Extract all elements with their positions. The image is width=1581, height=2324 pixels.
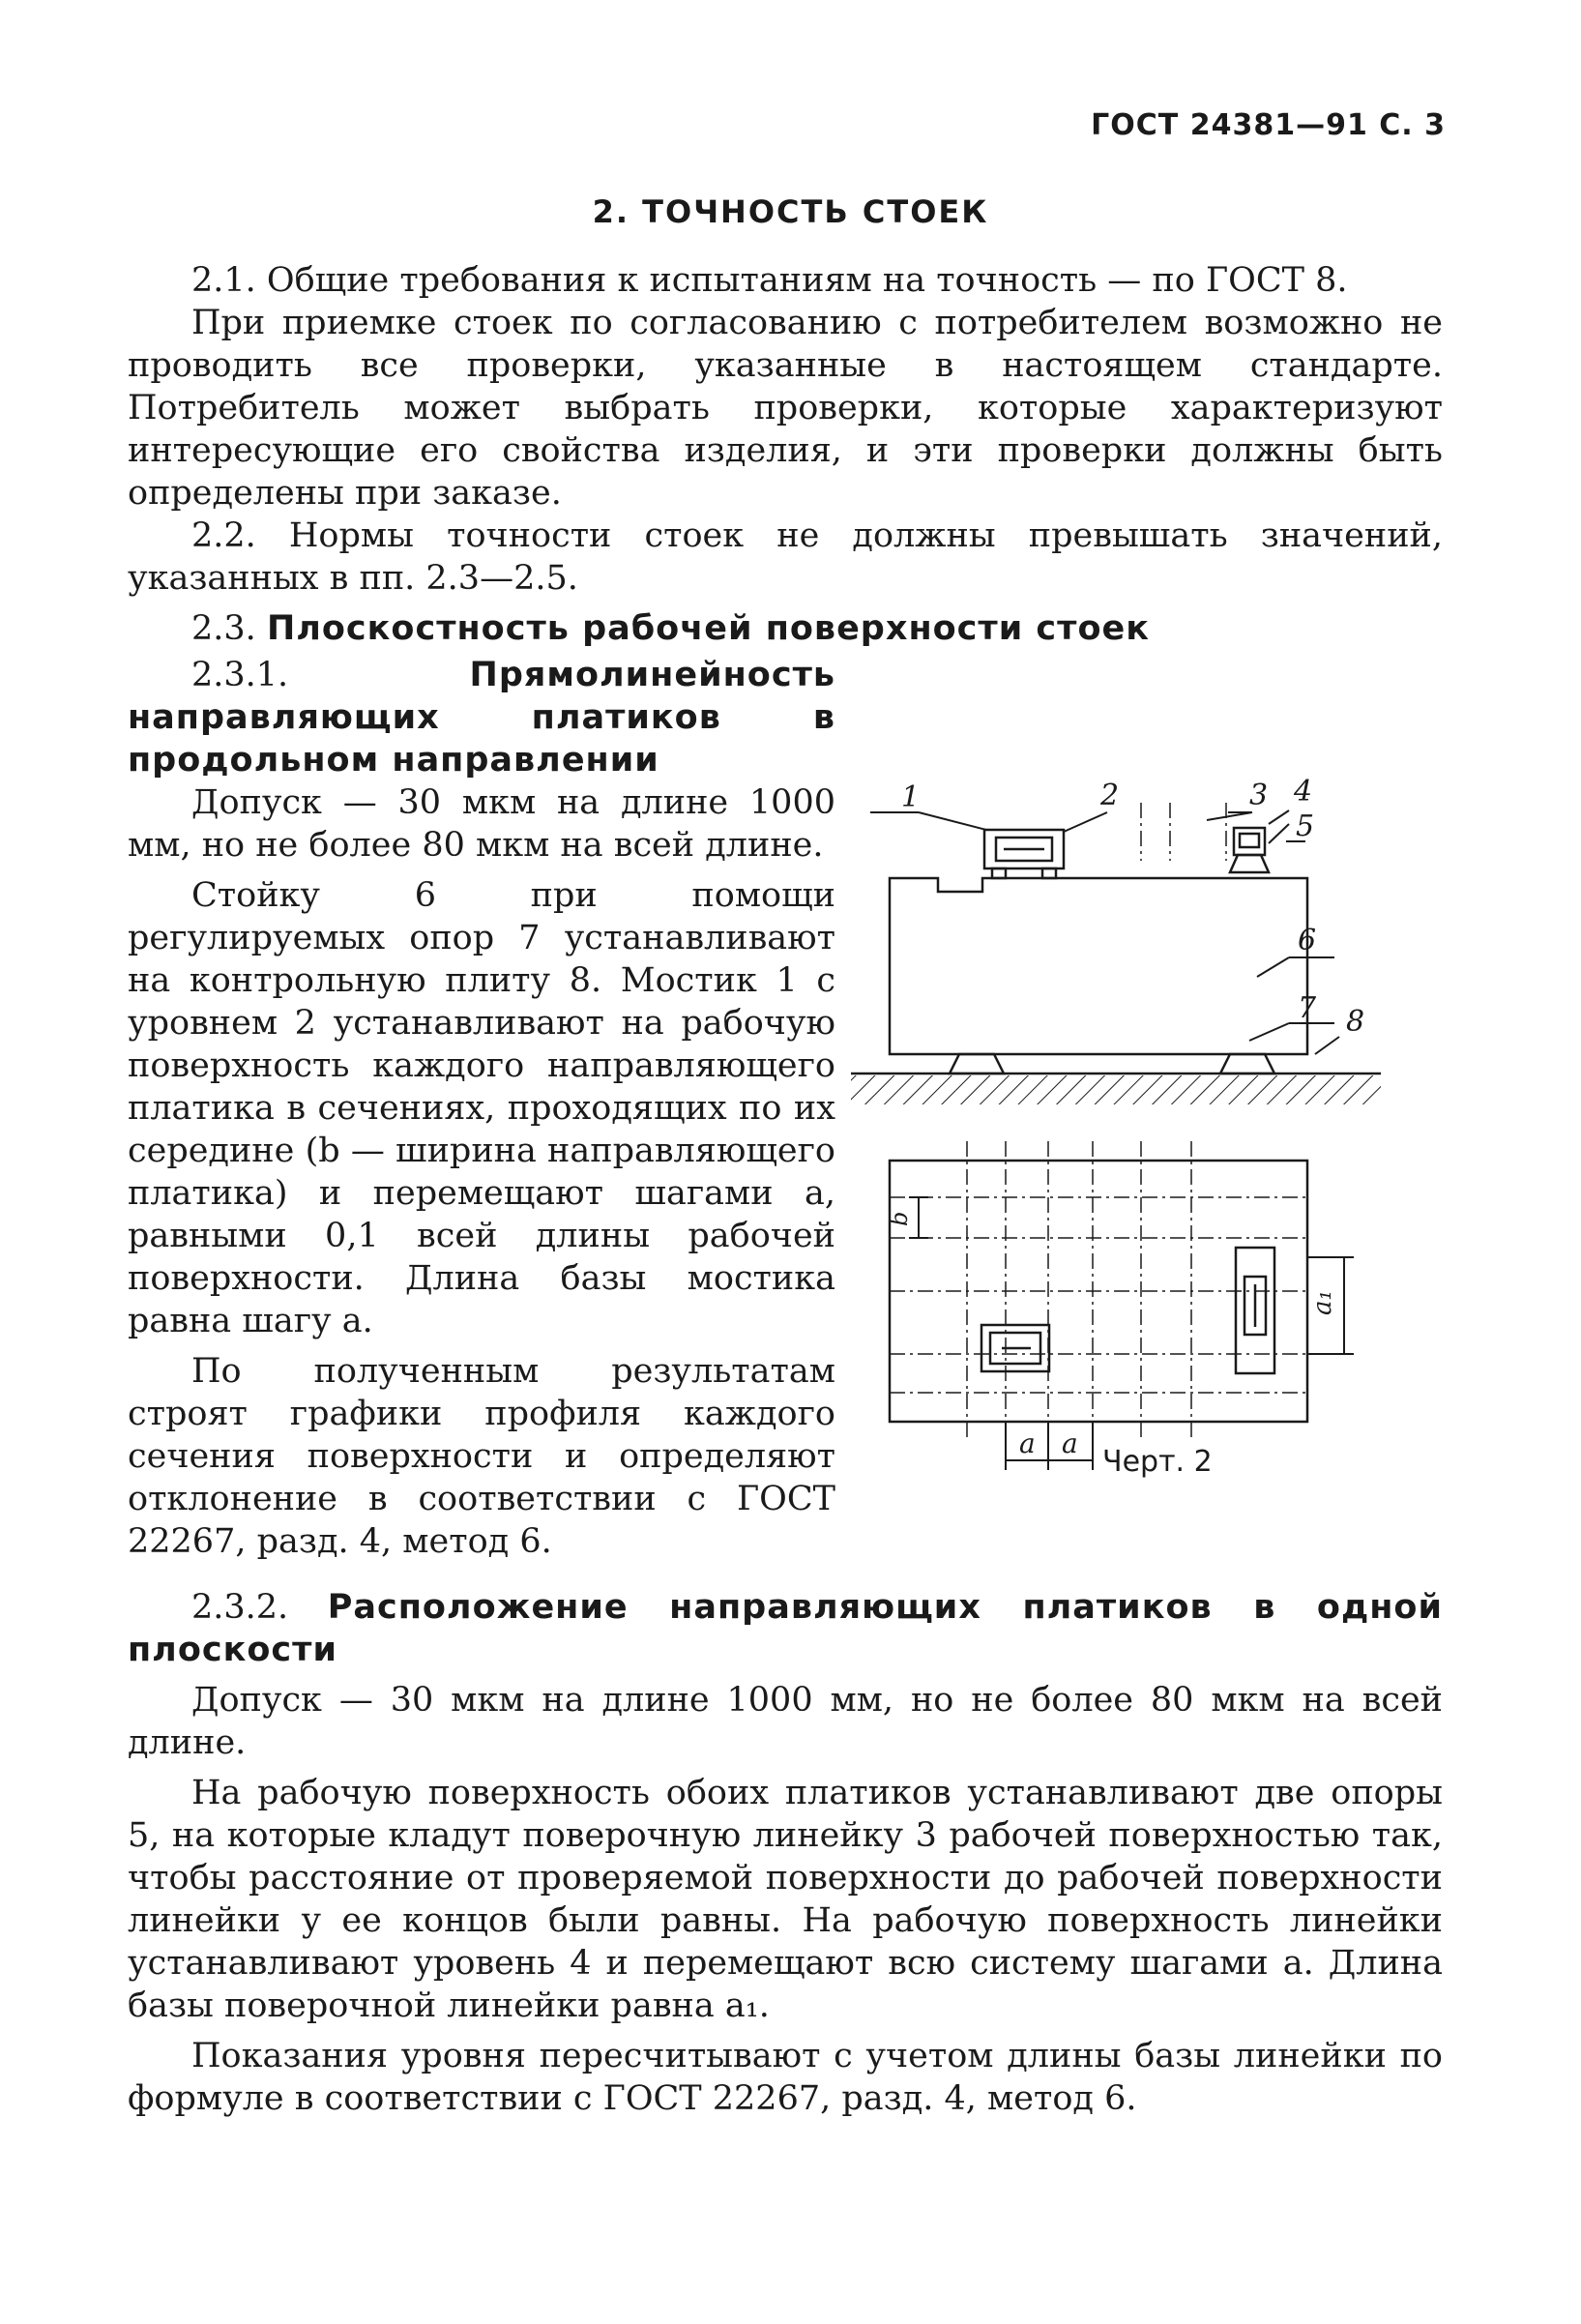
label-a-second: a bbox=[1062, 1427, 1078, 1459]
result-2-3-1: По полученным результатам строят графики профиля каждого сечения поверхности и определяют отклонение в соответствии с ГОСТ 22267, разд. 4, метод 6. bbox=[128, 1352, 835, 1561]
figure-drawing bbox=[851, 735, 1392, 1528]
page-header: ГОСТ 24381—91 С. 3 bbox=[1091, 108, 1446, 142]
centerlines bbox=[1141, 803, 1226, 861]
dimension-a1 bbox=[1307, 1257, 1354, 1354]
label-3: 3 bbox=[1249, 779, 1269, 812]
paragraph-2-3 bbox=[128, 607, 1443, 650]
section-title: 2. ТОЧНОСТЬ СТОЕК bbox=[592, 193, 989, 230]
dimension-a bbox=[1006, 1422, 1093, 1470]
label-a1: a₁ bbox=[1308, 1290, 1337, 1315]
paragraph-2-1: 2.1. Общие требования к испытаниям на точность — по ГОСТ 8. bbox=[191, 261, 1348, 300]
label-5: 5 bbox=[1296, 809, 1315, 843]
bridge-with-level bbox=[984, 830, 1064, 878]
paragraph-2-2: 2.2. Нормы точности стоек не должны превышать значений, указанных в пп. 2.3—2.5. bbox=[128, 516, 1443, 598]
part-labels bbox=[901, 775, 1364, 1039]
control-plate bbox=[851, 1074, 1381, 1104]
clause-title: Расположение направляющих платиков в одной плоскости bbox=[128, 1588, 1443, 1669]
left-column bbox=[128, 654, 835, 1563]
label-6: 6 bbox=[1298, 924, 1317, 957]
label-b: b bbox=[886, 1211, 913, 1226]
tolerance-2-3-1: Допуск — 30 мкм на длине 1000 мм, но не более 80 мкм на всей длине. bbox=[128, 783, 835, 865]
clause-number: 2.3. bbox=[191, 609, 256, 648]
label-a-first: a bbox=[1019, 1427, 1036, 1459]
tolerance-2-3-2: Допуск — 30 мкм на длине 1000 мм, но не более 80 мкм на всей длине. bbox=[128, 1681, 1443, 1762]
adjustable-supports bbox=[950, 1054, 1274, 1074]
level-on-ruler bbox=[1230, 828, 1269, 872]
dimension-b bbox=[886, 1197, 928, 1238]
label-7: 7 bbox=[1298, 991, 1317, 1025]
label-1: 1 bbox=[901, 780, 921, 814]
label-2: 2 bbox=[1100, 779, 1120, 812]
leader-lines bbox=[870, 810, 1339, 1054]
method-2-3-1: Стойку 6 при помощи регулируемых опор 7 устанавливают на контрольную плиту 8. Мостик 1 с уровнем 2 устанавливают на рабочую поверхность каждого направляющего платика в сечениях, проходящих по их середине (b — ширина направляющего платика) и перемещают шагами a, равными 0,1 всей длины рабочей поверхности. Длина базы мостика равна шагу a. bbox=[128, 876, 835, 1340]
paragraph-2-3-2 bbox=[128, 1586, 1443, 1671]
clause-title: Плоскостность рабочей поверхности стоек bbox=[266, 609, 1150, 648]
stand-body bbox=[890, 878, 1307, 1054]
method-2-3-2: На рабочую поверхность обоих платиков устанавливают две опоры 5, на которые кладут поверочную линейку 3 рабочей поверхностью так, чтобы расстояние от проверяемой поверхности до рабочей поверхности линейки у ее концов были равны. На рабочую поверхность линейки устанавливают уровень 4 и перемещают всю систему шагами a. Длина базы поверочной линейки равна a₁. bbox=[128, 1774, 1443, 2025]
clause-number: 2.3.1. bbox=[191, 656, 289, 694]
label-4: 4 bbox=[1294, 775, 1313, 809]
result-2-3-2: Показания уровня пересчитывают с учетом длины базы линейки по формуле в соответствии с ГОСТ 22267, разд. 4, метод 6. bbox=[128, 2037, 1443, 2118]
plan-view bbox=[890, 1141, 1307, 1441]
paragraph-2-1-b: При приемке стоек по согласованию с потребителем возможно не проводить все проверки, указанные в настоящем стандарте. Потребитель может выбрать проверки, которые характеризуют интересующие его свойства изделия, и эти проверки должны быть определены при заказе. bbox=[128, 304, 1443, 513]
clause-title: Прямолинейность направляющих платиков в продольном направлении bbox=[128, 656, 835, 780]
figure-caption: Черт. 2 bbox=[1102, 1445, 1213, 1479]
label-8: 8 bbox=[1346, 1005, 1365, 1039]
intro-block bbox=[128, 259, 1443, 650]
clause-number: 2.3.2. bbox=[191, 1588, 289, 1627]
paragraph-2-3-1 bbox=[128, 654, 835, 781]
lower-block bbox=[128, 1586, 1443, 2120]
